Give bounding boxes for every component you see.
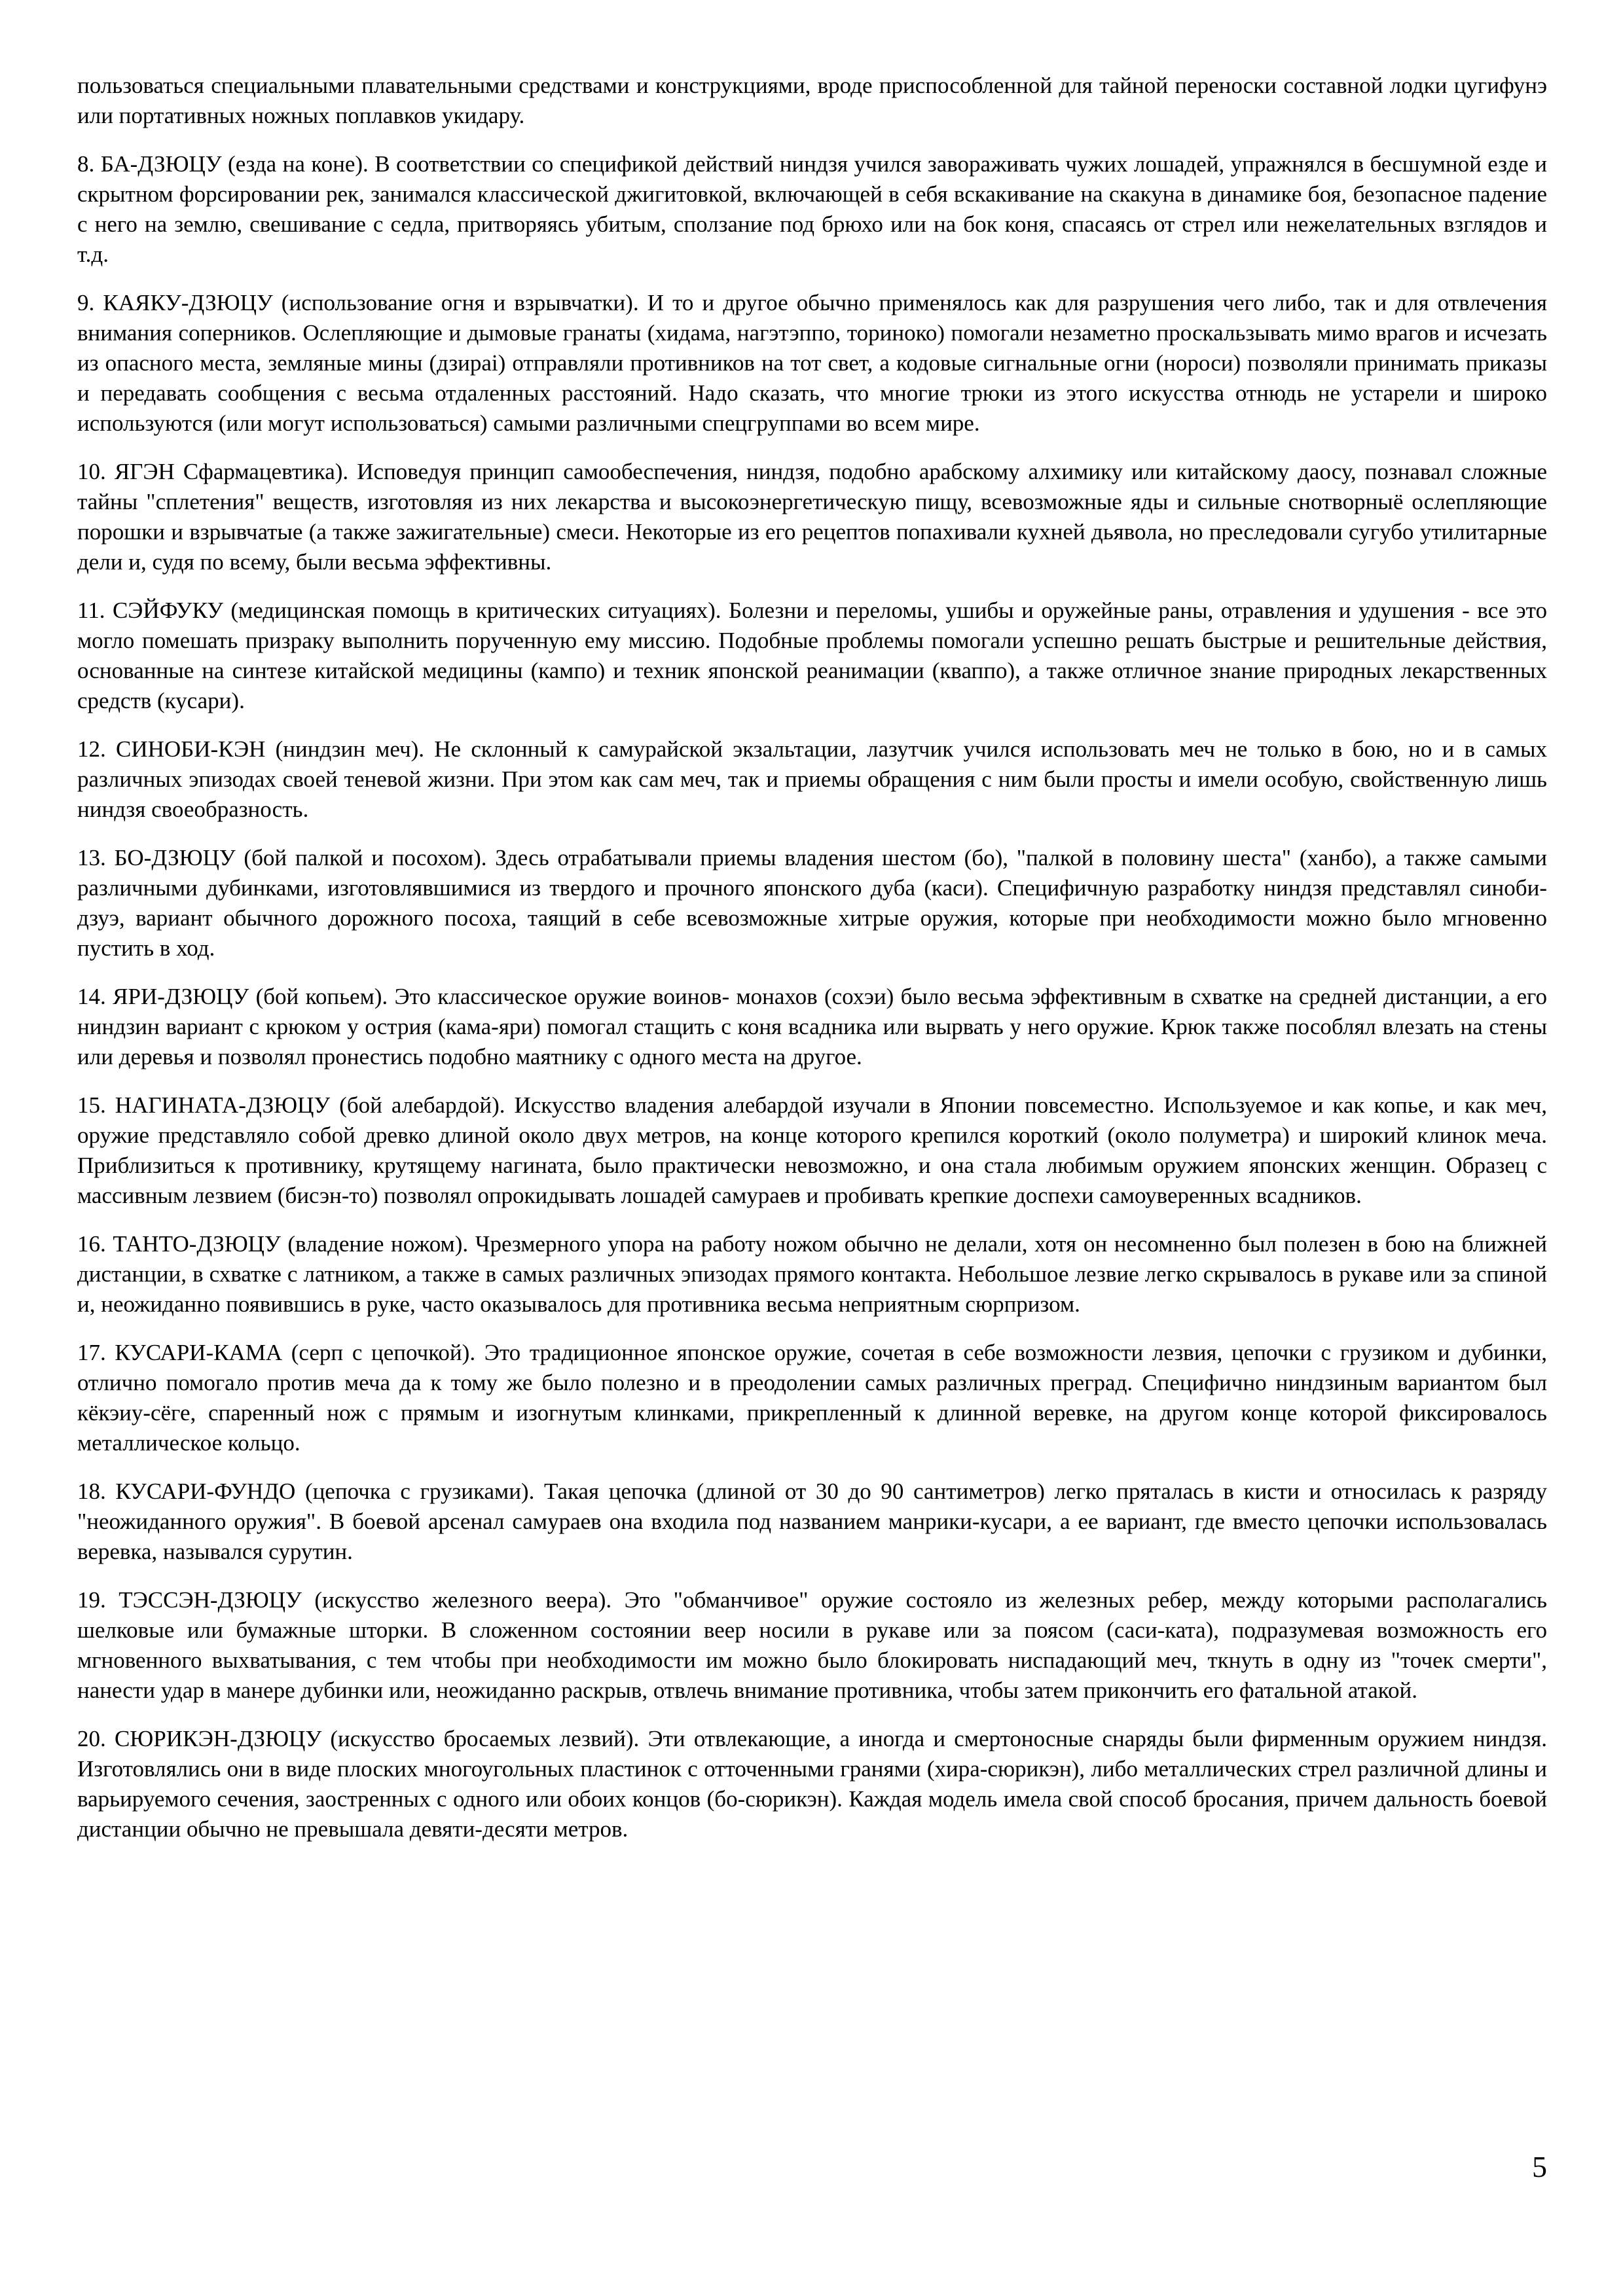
document-page <box>77 71 1547 1863</box>
paragraph-continuation-swimming: пользоваться специальными плавательными средствами и конструкциями, вроде приспособленной для тайной переноски составной лодки цугифунэ или портативных ножных поплавков укидару. <box>77 73 1547 128</box>
paragraph-20-shuriken-jutsu: 20. СЮРИКЭН-ДЗЮЦУ (искусство бросаемых лезвий). Эти отвлекающие, а иногда и смертоносные снаряды были фирменным оружием ниндзя. Изготовлялись они в виде плоских многоугольных пластинок с отточенными гранями (хира-сюрикэн), либо металлических стрел различной длины и варьируемого сечения, заостренных с одного или обоих концов (бо-сюрикэн). Каждая модель имела свой способ бросания, причем дальность боевой дистанции обычно не превышала девяти-десяти метров. <box>77 1726 1547 1842</box>
paragraph-18-kusari-fundo: 18. КУСАРИ-ФУНДО (цепочка с грузиками). Такая цепочка (длиной от 30 до 90 сантиметров) легко пряталась в кисти и относилась к разряду "неожиданного оружия". В боевой арсенал самураев она входила под названием манрики-кусари, а ее вариант, где вместо цепочки использовалась веревка, назывался сурутин. <box>77 1479 1547 1564</box>
paragraph-8-ba-jutsu: 8. БА-ДЗЮЦУ (езда на коне). В соответствии со спецификой действий ниндзя учился завораживать чужих лошадей, упражнялся в бесшумной езде и скрытном форсировании рек, занимался классической джигитовкой, включающей в себя вскакивание на скакуна в динамике боя, безопасное падение с него на землю, свешивание с седла, притворяясь убитым, сползание под брюхо или на бок коня, спасаясь от стрел или нежелательных взглядов и т.д. <box>77 151 1547 267</box>
paragraph-15-naginata-jutsu: 15. НАГИНАТА-ДЗЮЦУ (бой алебардой). Искусство владения алебардой изучали в Японии повсеместно. Используемое и как копье, и как меч, оружие представляло собой древко длиной около двух метров, на конце которого крепился короткий (около полуметра) и широкий клинок меча. Приблизиться к противнику, крутящему нагината, было практически невозможно, и она стала любимым оружием японских женщин. Образец с массивным лезвием (бисэн-то) позволял опрокидывать лошадей самураев и пробивать крепкие доспехи самоуверенных всадников. <box>77 1092 1547 1208</box>
paragraph-10-yagen: 10. ЯГЭН Сфармацевтика). Исповедуя принцип самообеспечения, ниндзя, подобно арабскому алхимику или китайскому даосу, познавал сложные тайны "сплетения" веществ, изготовляя из них лекарства и высокоэнергетическую пищу, всевозможные яды и сильные снотворныё ослепляющие порошки и взрывчатые (а также зажигательные) смеси. Некоторые из его рецептов попахивали кухней дьявола, но преследовали сугубо утилитарные дели и, судя по всему, были весьма эффективны. <box>77 459 1547 575</box>
paragraph-12-shinobi-ken: 12. СИНОБИ-КЭН (ниндзин меч). Не склонный к самурайской экзальтации, лазутчик учился использовать меч не только в бою, но и в самых различных эпизодах своей теневой жизни. При этом как сам меч, так и приемы обращения с ним были просты и имели особую, свойственную лишь ниндзя своеобразность. <box>77 736 1547 822</box>
paragraph-16-tanto-jutsu: 16. ТАНТО-ДЗЮЦУ (владение ножом). Чрезмерного упора на работу ножом обычно не делали, хотя он несомненно был полезен в бою на ближней дистанции, в схватке с латником, а также в самых различных эпизодах прямого контакта. Небольшое лезвие легко скрывалось в рукаве или за спиной и, неожиданно появившись в руке, часто оказывалось для противника весьма неприятным сюрпризом. <box>77 1231 1547 1317</box>
paragraph-9-kayaku-jutsu: 9. КАЯКУ-ДЗЮЦУ (использование огня и взрывчатки). И то и другое обычно применялось как для разрушения чего либо, так и для отвлечения внимания соперников. Ослепляющие и дымовые гранаты (хидама, нагэтэппо, ториноко) помогали незаметно проскальзывать мимо врагов и исчезать из опасного места, земляные мины (дзирai) отправляли противников на тот свет, а кодовые сигнальные огни (нороси) позволяли принимать приказы и передавать сообщения с весьма отдаленных расстояний. Надо сказать, что многие трюки из этого искусства отнюдь не устарели и широко используются (или могут использоваться) самыми различными спецгруппами во всем мире. <box>77 290 1547 436</box>
paragraph-19-tessen-jutsu: 19. ТЭССЭН-ДЗЮЦУ (искусство железного веера). Это "обманчивое" оружие состояло из железных ребер, между которыми располагались шелковые или бумажные шторки. В сложенном состоянии веер носили в рукаве или за поясом (саси-ката), подразумевая возможность его мгновенного выхватывания, с тем чтобы при необходимости им можно было блокировать ниспадающий меч, ткнуть в одну из "точек смерти", нанести удар в манере дубинки или, неожиданно раскрыв, отвлечь внимание противника, чтобы затем прикончить его фатальной атакой. <box>77 1587 1547 1703</box>
page-number: 5 <box>1532 2150 1547 2183</box>
paragraph-14-yari-jutsu: 14. ЯРИ-ДЗЮЦУ (бой копьем). Это классическое оружие воинов- монахов (сохэи) было весьма эффективным в схватке на средней дистанции, а его ниндзин вариант с крюком у острия (кама-яри) помогал стащить с коня всадника или вырвать у него оружие. Крюк также пособлял влезать на стены или деревья и позволял пронестись подобно маятнику с одного места на другое. <box>77 984 1547 1069</box>
paragraph-17-kusari-kama: 17. КУСАРИ-КАМА (серп с цепочкой). Это традиционное японское оружие, сочетая в себе возможности лезвия, цепочки с грузиком и дубинки, отлично помогало против меча да к тому же было полезно и в преодолении самых различных преград. Специфично ниндзиным вариантом был кёкэиу-сёге, спаренный нож с прямым и изогнутым клинками, прикрепленный к длинной веревке, на другом конце которой фиксировалось металлическое кольцо. <box>77 1340 1547 1456</box>
paragraph-13-bo-jutsu: 13. БО-ДЗЮЦУ (бой палкой и посохом). Здесь отрабатывали приемы владения шестом (бо), "палкой в половину шеста" (ханбо), а также самыми различными дубинками, изготовлявшимися из твердого и прочного японского дуба (каси). Специфичную разработку ниндзя представлял синоби-дзуэ, вариант обычного дорожного посоха, таящий в себе всевозможные хитрые оружия, которые при необходимости можно было мгновенно пустить в ход. <box>77 845 1547 961</box>
paragraph-11-seifuku: 11. СЭЙФУКУ (медицинская помощь в критических ситуациях). Болезни и переломы, ушибы и оружейные раны, отравления и удушения - все это могло помешать призраку выполнить порученную ему миссию. Подобные проблемы помогали успешно решать быстрые и решительные действия, основанные на синтезе китайской медицины (кампо) и техник японской реанимации (кваппо), а также отличное знание природных лекарственных средств (кусари). <box>77 598 1547 713</box>
